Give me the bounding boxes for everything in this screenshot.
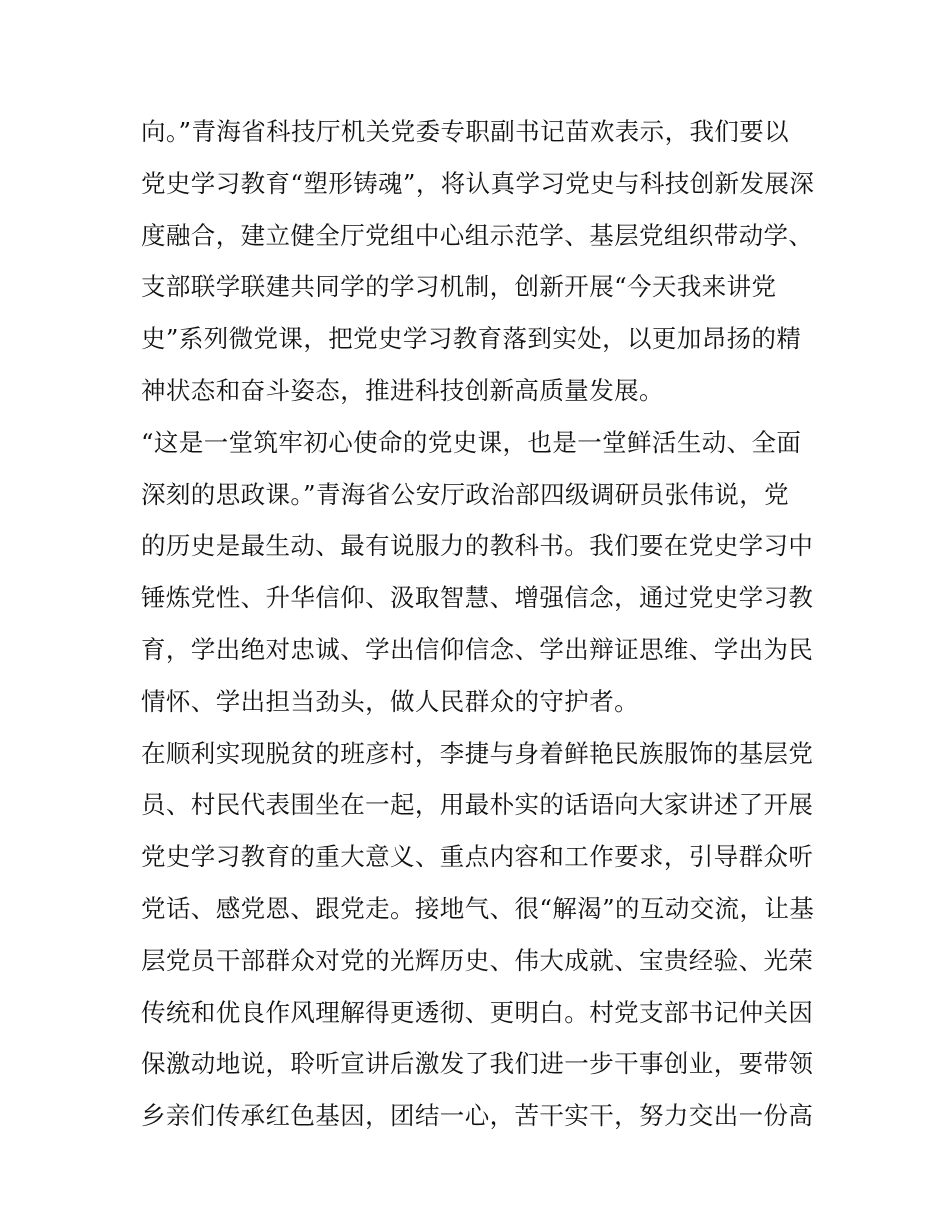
text-line-18: 传统和优良作风理解得更透彻、更明白。村党支部书记仲关因 [141,997,814,1027]
text-line-14: 员、村民代表围坐在一起，用最朴实的话语向大家讲述了开展 [141,790,814,820]
text-line-13: 在顺利实现脱贫的班彦村，李捷与身着鲜艳民族服饰的基层党 [141,738,814,768]
text-line-12: 情怀、学出担当劲头，做人民群众的守护者。 [141,686,639,716]
text-line-5: 史”系列微党课，把党史学习教育落到实处，以更加昂扬的精 [141,324,802,354]
text-line-17: 层党员干部群众对党的光辉历史、伟大成就、宝贵经验、光荣 [141,945,814,975]
text-line-19: 保激动地说，聆听宣讲后激发了我们进一步干事创业，要带领 [141,1049,814,1079]
text-line-2: 党史学习教育“塑形铸魂”，将认真学习党史与科技创新发展深 [141,168,815,198]
text-line-7: “这是一堂筑牢初心使命的党史课，也是一堂鲜活生动、全面 [141,427,802,457]
text-line-11: 育，学出绝对忠诚、学出信仰信念、学出辩证思维、学出为民 [141,634,814,664]
text-line-1: 向。”青海省科技厅机关党委专职副书记苗欢表示，我们要以 [141,117,790,146]
body-text [141,106,821,1142]
text-line-4: 支部联学联建共同学的学习机制，创新开展“今天我来讲党 [141,272,777,302]
text-line-15: 党史学习教育的重大意义、重点内容和工作要求，引导群众听 [141,842,814,872]
text-line-6: 神状态和奋斗姿态，推进科技创新高质量发展。 [141,375,664,405]
text-line-16: 党话、感党恩、跟党走。接地气、很“解渴”的互动交流，让基 [141,893,815,923]
text-line-3: 度融合，建立健全厅党组中心组示范学、基层党组织带动学、 [141,220,814,250]
text-line-8: 深刻的思政课。”青海省公安厅政治部四级调研员张伟说，党 [141,479,790,509]
text-line-10: 锤炼党性、升华信仰、汲取智慧、增强信念，通过党史学习教 [141,583,814,613]
text-line-20: 乡亲们传承红色基因，团结一心，苦干实干，努力交出一份高 [141,1101,814,1131]
text-line-9: 的历史是最生动、最有说服力的教科书。我们要在党史学习中 [141,531,814,561]
